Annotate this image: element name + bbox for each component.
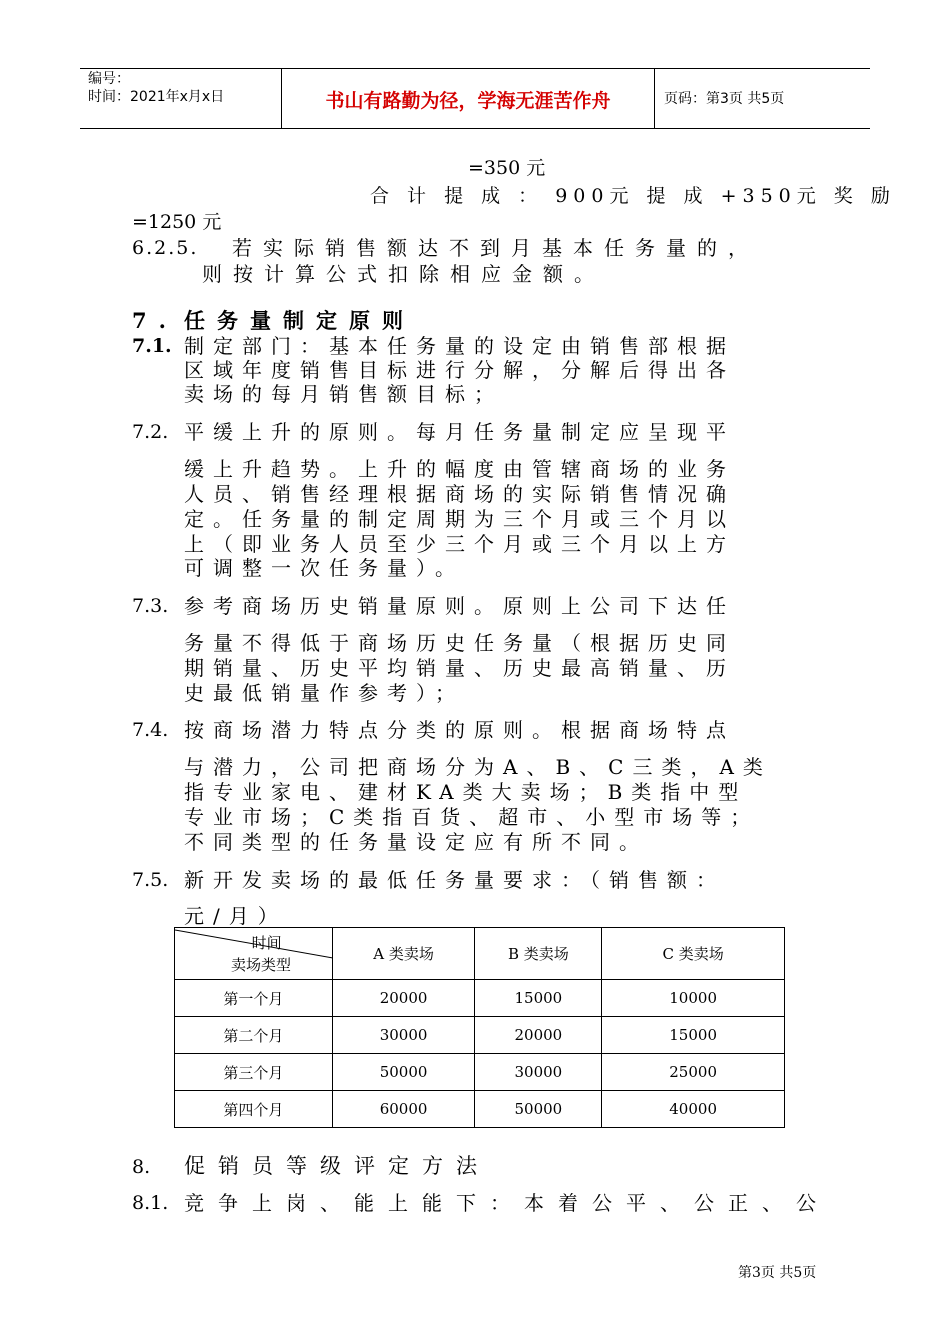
calc-result-line: =1250 元 (132, 211, 222, 233)
table-row (175, 1091, 785, 1128)
row-label: 第三个月 (175, 1054, 333, 1091)
clause-text: 参考商场历史销量原则。原则上公司下达任 (184, 594, 735, 618)
doc-time-label: 时间：2021年x月x日 (88, 89, 225, 105)
clause-number: 7.3. (132, 595, 169, 617)
clause-number: 7.4. (132, 719, 169, 741)
table-cell: 20000 (475, 1017, 602, 1054)
clause-text: 平缓上升的原则。每月任务量制定应呈现平 (184, 420, 735, 444)
table-cell: 20000 (332, 980, 475, 1017)
header-motto: 书山有路勤为径，学海无涯苦作舟 (325, 90, 611, 112)
calc-total-line: 合 计 提 成 ： 900元 提 成 +350元 奖 励 (370, 185, 896, 207)
clause-text: 务量不得低于商场历史任务量（根据历史同 (184, 631, 735, 655)
clause-text: 元/月） (184, 904, 287, 928)
column-header: A 类卖场 (332, 928, 475, 980)
table-cell: 50000 (332, 1054, 475, 1091)
table-row (175, 1017, 785, 1054)
doc-number-label: 编号： (88, 71, 130, 87)
clause-text: 卖场的每月销售额目标； (184, 382, 503, 406)
table-cell: 25000 (602, 1054, 785, 1091)
row-label: 第四个月 (175, 1091, 333, 1128)
clause-text: 专业市场；C类指百货、超市、小型市场等； (184, 805, 760, 829)
clause-text: 新开发卖场的最低任务量要求：（销售额： (184, 868, 725, 892)
header-top-rule (80, 68, 870, 69)
section-title: 任务量制定原则 (184, 308, 415, 333)
clause-text: 缓上升趋势。上升的幅度由管辖商场的业务 (184, 457, 735, 481)
table-header-row (175, 928, 785, 980)
header-divider (654, 68, 655, 129)
corner-type-label: 卖场类型 (231, 956, 292, 974)
section-number: 8. (132, 1156, 151, 1178)
clause-text: 上（即业务人员至少三个月或三个月以上方 (184, 532, 735, 556)
clause-text: 竞争上岗、能上能下：本着公平、公正、公 (184, 1191, 830, 1215)
column-header: C 类卖场 (602, 928, 785, 980)
table-cell: 15000 (475, 980, 602, 1017)
corner-time-label: 时间 (251, 934, 282, 952)
row-label: 第二个月 (175, 1017, 333, 1054)
calc-line: =350 元 (468, 157, 546, 179)
table-cell: 50000 (475, 1091, 602, 1128)
header-page-info: 页码：第3页 共5页 (664, 91, 785, 107)
min-task-table (174, 927, 785, 1128)
table-row (175, 980, 785, 1017)
clause-number: 7.2. (132, 421, 169, 443)
clause-text: 可调整一次任务量）。 (184, 556, 464, 580)
table-cell: 30000 (332, 1017, 475, 1054)
page-footer: 第3页 共5页 (738, 1265, 817, 1281)
section-number: 7. (132, 308, 178, 333)
table-corner-cell (175, 928, 333, 980)
table-row (175, 1054, 785, 1091)
section-title: 促销员等级评定方法 (184, 1154, 490, 1178)
clause-text: 按商场潜力特点分类的原则。根据商场特点 (184, 718, 735, 742)
clause-text: 期销量、历史平均销量、历史最高销量、历 (184, 656, 735, 680)
table-cell: 15000 (602, 1017, 785, 1054)
table-cell: 60000 (332, 1091, 475, 1128)
table-cell: 40000 (602, 1091, 785, 1128)
clause-text: 定。任务量的制定周期为三个月或三个月以 (184, 507, 735, 531)
row-label: 第一个月 (175, 980, 333, 1017)
header-meta (88, 70, 224, 106)
clause-number: 7.5. (132, 869, 169, 891)
table-cell: 10000 (602, 980, 785, 1017)
clause-text: 人员、销售经理根据商场的实际销售情况确 (184, 482, 735, 506)
clause-text: 若实际销售额达不到月基本任务量的， (232, 236, 759, 260)
table-cell: 30000 (475, 1054, 602, 1091)
clause-number: 6.2.5. (132, 237, 199, 259)
clause-text: 指专业家电、建材KA类大卖场；B类指中型 (184, 780, 748, 804)
clause-text: 区域年度销售目标进行分解，分解后得出各 (184, 358, 735, 382)
clause-number: 8.1. (132, 1192, 169, 1214)
clause-text: 则按计算公式扣除相应金额。 (202, 262, 605, 286)
clause-number: 7.1. (132, 335, 172, 357)
clause-text: 与潜力，公司把商场分为A、B、C三类，A类 (184, 755, 772, 779)
column-header: B 类卖场 (475, 928, 602, 980)
header-bottom-rule (80, 128, 870, 129)
clause-text: 不同类型的任务量设定应有所不同。 (184, 830, 648, 854)
clause-text: 制定部门：基本任务量的设定由销售部根据 (184, 334, 735, 358)
clause-text: 史最低销量作参考）； (184, 681, 464, 705)
